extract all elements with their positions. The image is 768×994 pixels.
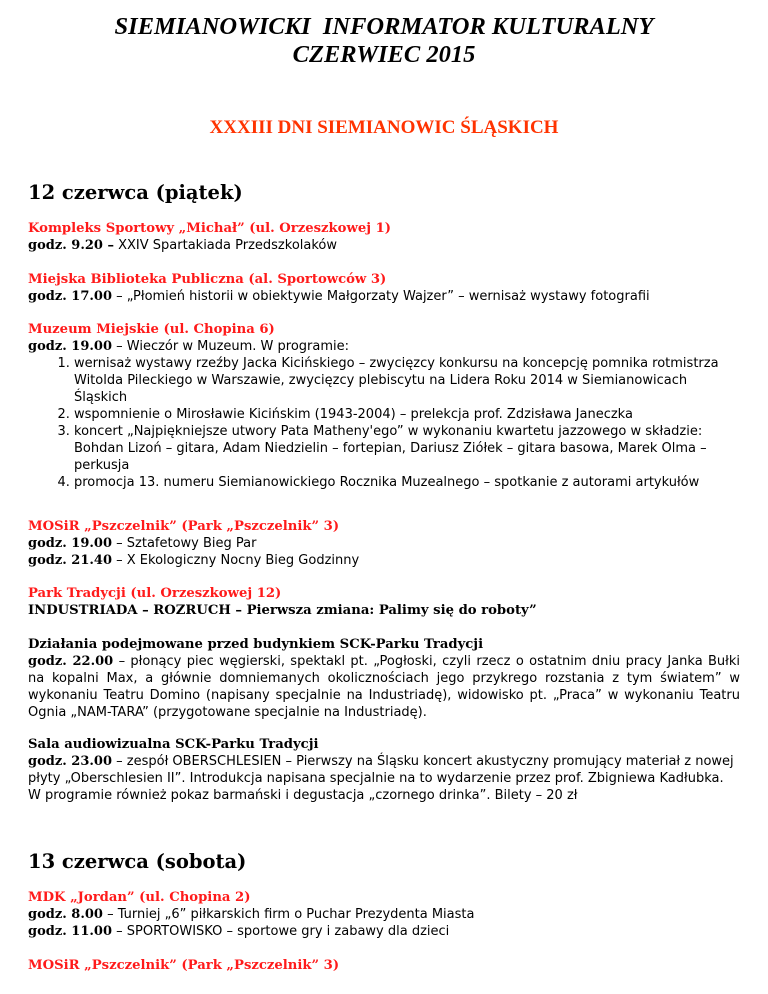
list-item: 1. wernisaż wystawy rzeźby Jacka Kicińskiego – zwycięzcy konkursu na koncepcję pomnika rotmistrza Witolda Pileckiego w Warszawie, zwycięzcy plebiscytu na Lidera Roku 2014 w Siemianowicach Śląskich — [74, 355, 740, 406]
venue-name: Park Tradycji (ul. Orzeszkowej 12) — [28, 586, 282, 601]
event-line — [28, 906, 740, 923]
day-heading: 12 czerwca (piątek) — [28, 181, 243, 204]
event-text: – SPORTOWISKO – sportowe gry i zabawy dla dzieci — [112, 924, 450, 939]
venue-section — [28, 636, 740, 721]
event-line — [28, 288, 740, 305]
event-text: – „Płomień historii w obiektywie Małgorzaty Wajzer” – wernisaż wystawy fotografii — [112, 289, 650, 304]
venue-name: Kompleks Sportowy „Michał” (ul. Orzeszkowej 1) — [28, 221, 391, 236]
event-line — [28, 535, 740, 552]
section-heading: Działania podejmowane przed budynkiem SCK-Parku Tradycji — [28, 637, 484, 652]
event-line — [28, 237, 740, 254]
document-title: SIEMIANOWICKI INFORMATOR KULTURALNY — [114, 13, 654, 40]
event-time: godz. 11.00 — [28, 924, 112, 939]
event-time: godz. 17.00 — [28, 289, 112, 304]
event-text: – X Ekologiczny Nocny Bieg Godzinny — [112, 553, 360, 568]
event-time: godz. 23.00 — [28, 754, 112, 769]
event-time: godz. 9.20 – — [28, 238, 114, 253]
document-month: CZERWIEC 2015 — [292, 41, 476, 68]
venue-name: Muzeum Miejskie (ul. Chopina 6) — [28, 322, 275, 337]
event-text: XXIV Spartakiada Przedszkolaków — [113, 238, 337, 253]
list-item: 2. wspomnienie o Mirosławie Kicińskim (1943-2004) – prelekcja prof. Zdzisława Janeczka — [74, 406, 740, 423]
event-text: – zespół OBERSCHLESIEN – Pierwszy na Śląsku koncert akustyczny promujący materiał z nowej płyty „Oberschlesien II”. Introdukcja napisana specjalnie na to wydarzenie przez prof. Zbigniewa Kadłubka. W programie również pokaz barmański i degustacja „czornego drinka”. Bilety – 20 zł — [28, 754, 734, 803]
venue-section — [28, 585, 740, 619]
venue-section — [28, 736, 740, 804]
venue-section — [28, 220, 740, 254]
program-list — [28, 355, 740, 491]
list-item: 4. promocja 13. numeru Siemianowickiego Rocznika Muzealnego – spotkanie z autorami artykułów — [74, 474, 740, 491]
event-time: godz. 22.00 — [28, 654, 114, 669]
venue-section — [28, 518, 740, 569]
event-time: godz. 19.00 — [28, 339, 112, 354]
event-line — [28, 653, 740, 721]
venue-section — [28, 957, 740, 974]
event-text: – Turniej „6” piłkarskich firm o Puchar Prezydenta Miasta — [102, 907, 475, 922]
day-heading: 13 czerwca (sobota) — [28, 850, 247, 873]
event-line — [28, 753, 740, 804]
venue-name: MOSiR „Pszczelnik” (Park „Pszczelnik” 3) — [28, 519, 340, 534]
event-text: – Sztafetowy Bieg Par — [112, 536, 257, 551]
event-time: godz. 19.00 — [28, 536, 112, 551]
event-text: – płonący piec węgierski, spektakl pt. „Pogłoski, czyli rzecz o ostatnim dniu pracy Janka Bułki na kopalni Max, a głównie domniemanych okolicznościach jego przykrego rozstania z tym światem” w wykonaniu Teatru Domino (napisany specjalnie na Industriadę), widowisko pt. „Praca” w wykonaniu Teatru Ognia „NAM-TARA” (przygotowane specjalnie na Industriadę). — [28, 654, 741, 720]
section-heading: Sala audiowizualna SCK-Parku Tradycji — [28, 737, 319, 752]
event-series-title: XXXIII DNI SIEMIANOWIC ŚLĄSKICH — [209, 117, 559, 138]
venue-section — [28, 889, 740, 940]
event-time: godz. 21.40 — [28, 553, 112, 568]
venue-name: Miejska Biblioteka Publiczna (al. Sportowców 3) — [28, 272, 387, 287]
event-time: godz. 8.00 — [28, 907, 103, 922]
event-line — [28, 923, 740, 940]
event-text: – Wieczór w Muzeum. W programie: — [112, 339, 350, 354]
venue-section — [28, 321, 740, 491]
event-line — [28, 552, 740, 569]
list-item: 3. koncert „Najpiękniejsze utwory Pata Matheny'ego” w wykonaniu kwartetu jazzowego w składzie: Bohdan Lizoń – gitara, Adam Niedzielin – fortepian, Dariusz Ziółek – gitara basowa, Marek Olma – perkusja — [74, 423, 740, 474]
venue-name: MOSiR „Pszczelnik” (Park „Pszczelnik” 3) — [28, 958, 340, 973]
event-title: INDUSTRIADA – ROZRUCH – Pierwsza zmiana: Palimy się do roboty” — [28, 603, 537, 618]
event-line — [28, 338, 740, 355]
venue-name: MDK „Jordan” (ul. Chopina 2) — [28, 890, 251, 905]
venue-section — [28, 271, 740, 305]
